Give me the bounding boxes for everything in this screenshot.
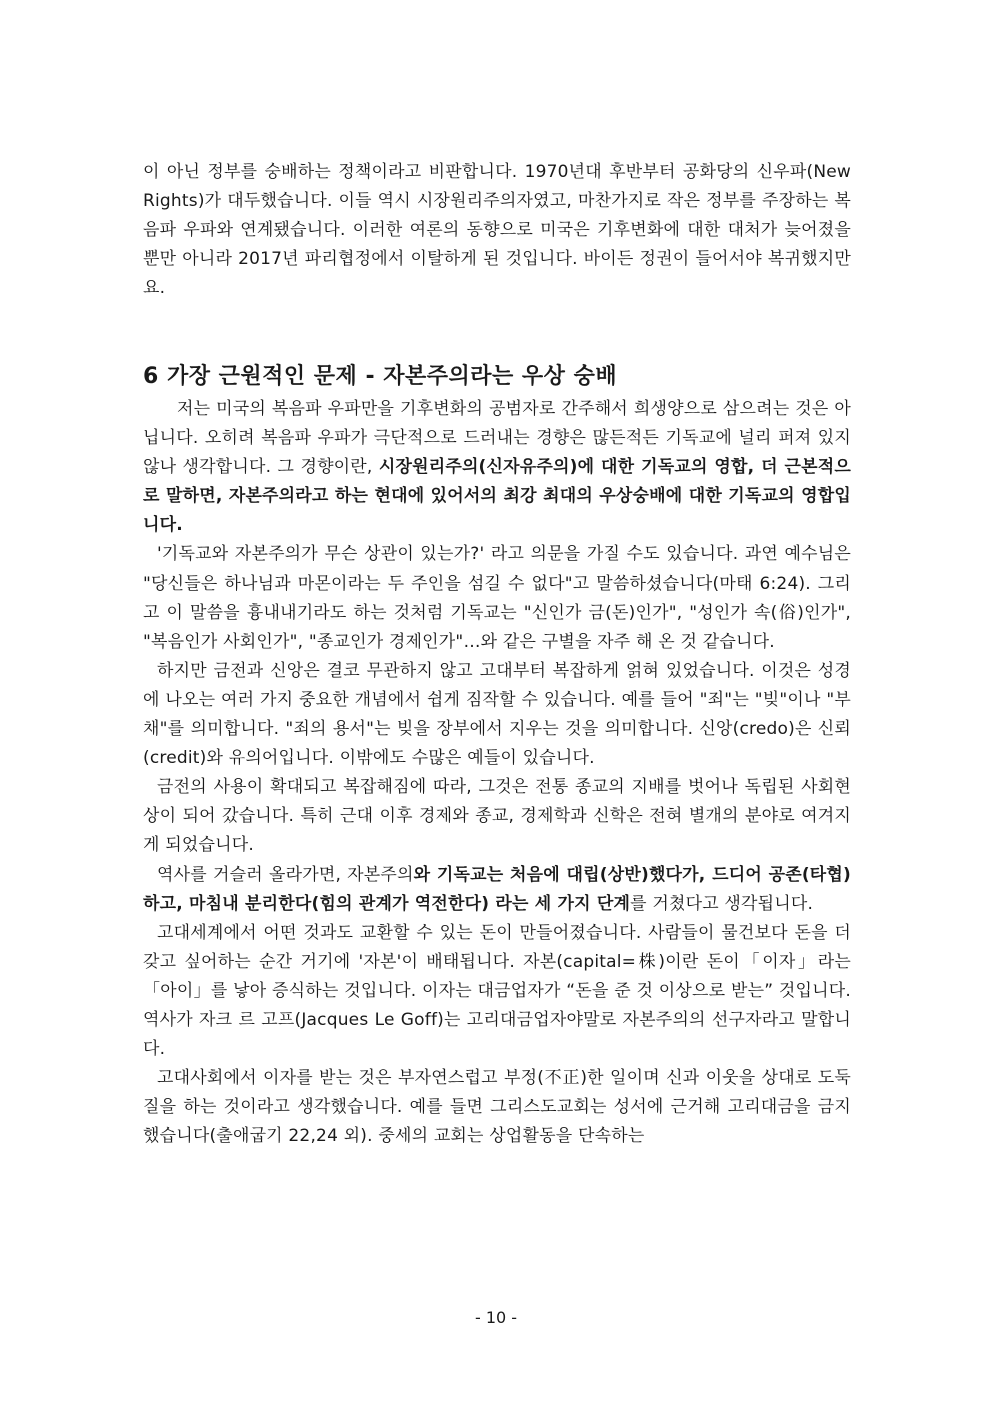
paragraph-1-emphasis: 시장원리주의(신자유주의)에 대한 기독교의 영합, 더 근본적으로 말하면, 자본주의라고 하는 현대에 있어서의 최강 최대의 우상숭배에 대한 기독교의 영합입니다.	[143, 457, 851, 536]
paragraph-1-text: 저는 미국의 복음파 우파만을 기후변화의 공범자로 간주해서 희생양으로 삼으려는 것은 아닙니다. 오히려 복음파 우파가 극단적으로 드러내는 경향은 많든적든 기독교에 널리 퍼져 있지 않나 생각합니다. 그 경향이란,	[143, 399, 851, 478]
paragraph-5-text-c: 를 거쳤다고 생각됩니다.	[630, 893, 814, 914]
paragraph-2: '기독교와 자본주의가 무슨 상관이 있는가?' 라고 의문을 가질 수도 있습니다. 과연 예수님은 "당신들은 하나님과 마몬이라는 두 주인을 섬길 수 없다"고 말씀하셨습니다(마태 6:24). 그리고 이 말씀을 흉내내기라도 하는 것처럼 기독교는 "신인가 금(돈)인가", "성인가 속(俗)인가", "복음인가 사회인가", "종교인가 경제인가"…와 같은 구별을 자주 해 온 것 같습니다.	[143, 544, 851, 652]
paragraph-4: 금전의 사용이 확대되고 복잡해짐에 따라, 그것은 전통 종교의 지배를 벗어나 독립된 사회현상이 되어 갔습니다. 특히 근대 이후 경제와 종교, 경제학과 신학은 전혀 별개의 분야로 여겨지게 되었습니다.	[143, 777, 851, 856]
paragraph-7: 고대사회에서 이자를 받는 것은 부자연스럽고 부정(不正)한 일이며 신과 이웃을 상대로 도둑질을 하는 것이라고 생각했습니다. 예를 들면 그리스도교회는 성서에 근거해 고리대금을 금지했습니다(출애굽기 22,24 외). 중세의 교회는 상업활동을 단속하는	[143, 1068, 851, 1147]
paragraph-5-emphasis: 와 기독교는 처음에 대립(상반)했다가, 드디어 공존(타협)하고, 마침내 분리한다(힘의 관계가 역전한다) 라는 세 가지 단계	[143, 864, 852, 914]
intro-paragraph: 이 아닌 정부를 숭배하는 정책이라고 비판합니다. 1970년대 후반부터 공화당의 신우파(New Rights)가 대두했습니다. 이들 역시 시장원리주의자였고, 마찬가지로 작은 정부를 주장하는 복음파 우파와 연계됐습니다. 이러한 여론의 동향으로 미국은 기후변화에 대한 대처가 늦어졌을 뿐만 아니라 2017년 파리협정에서 이탈하게 된 것입니다. 바이든 정권이 들어서야 복귀했지만요.	[143, 162, 851, 299]
paragraph-5	[143, 861, 851, 919]
paragraph-3: 하지만 금전과 신앙은 결코 무관하지 않고 고대부터 복잡하게 얽혀 있었습니다. 이것은 성경에 나오는 여러 가지 중요한 개념에서 쉽게 짐작할 수 있습니다. 예를 들어 "죄"는 "빚"이나 "부채"를 의미합니다. "죄의 용서"는 빚을 장부에서 지우는 것을 의미합니다. 신앙(credo)은 신뢰(credit)와 유의어입니다. 이밖에도 수많은 예들이 있습니다.	[143, 660, 851, 769]
page-body	[143, 158, 851, 303]
paragraph-1	[143, 395, 851, 540]
section-heading: 6 가장 근원적인 문제 - 자본주의라는 우상 숭배	[143, 364, 618, 389]
section-body	[143, 395, 851, 1151]
page-number: - 10 -	[474, 1308, 518, 1327]
paragraph-6: 고대세계에서 어떤 것과도 교환할 수 있는 돈이 만들어졌습니다. 사람들이 물건보다 돈을 더 갖고 싶어하는 순간 거기에 '자본'이 배태됩니다. 자본(capital=株)이란 돈이「이자」라는「아이」를 낳아 증식하는 것입니다. 이자는 대금업자가 “돈을 준 것 이상으로 받는” 것입니다. 역사가 자크 르 고프(Jacques Le Goff)는 고리대금업자야말로 자본주의의 선구자라고 말합니다.	[143, 922, 851, 1060]
paragraph-5-text-a: 역사를 거슬러 올라가면, 자본주의	[157, 864, 414, 885]
